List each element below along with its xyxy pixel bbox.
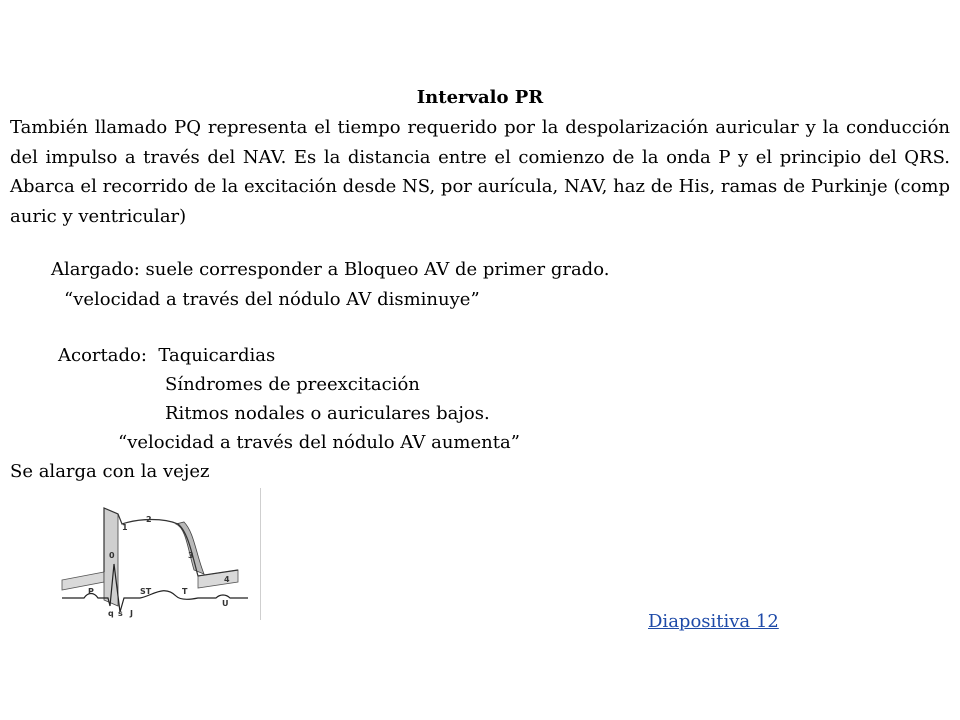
vejez-line: Se alarga con la vejez <box>10 461 210 482</box>
q-label: q <box>108 609 114 618</box>
acortado-line: Acortado: Taquicardias <box>58 345 276 366</box>
t-wave-label: T <box>182 587 188 596</box>
action-potential-diagram <box>48 488 260 620</box>
j-label: J <box>130 609 133 618</box>
sindromes-line: Síndromes de preexcitación <box>165 374 420 395</box>
ritmos-line: Ritmos nodales o auriculares bajos. <box>165 403 490 424</box>
slide-title: Intervalo PR <box>416 87 544 108</box>
velocidad-disminuye-line: “velocidad a través del nódulo AV disminuye” <box>64 289 480 310</box>
phase-0-label: 0 <box>109 551 115 560</box>
p-wave-label: P <box>88 587 94 596</box>
diapositiva-link[interactable]: Diapositiva 12 <box>648 611 779 632</box>
velocidad-aumenta-line: “velocidad a través del nódulo AV aumenta” <box>118 432 520 453</box>
st-label: ST <box>140 587 152 596</box>
phase-1-label: 1 <box>122 523 128 532</box>
alargado-line: Alargado: suele corresponder a Bloqueo AV de primer grado. <box>51 259 610 280</box>
phase-4-label: 4 <box>224 575 230 584</box>
phase-2-label: 2 <box>146 515 152 524</box>
phase-3-label: 3 <box>188 551 194 560</box>
description-paragraph: También llamado PQ representa el tiempo requerido por la despolarización auricular y la conducción del impulso a través del NAV. Es la distancia entre el comienzo de la onda P y el principio del QRS. Abarca el recorrido de la excitación desde NS, por aurícula, NAV, haz de His, ramas de Purkinje (comp auric y ventricular) <box>10 117 950 227</box>
u-wave-label: U <box>222 599 229 608</box>
s-label: s <box>118 609 123 618</box>
action-potential-ecg-figure <box>48 488 261 620</box>
